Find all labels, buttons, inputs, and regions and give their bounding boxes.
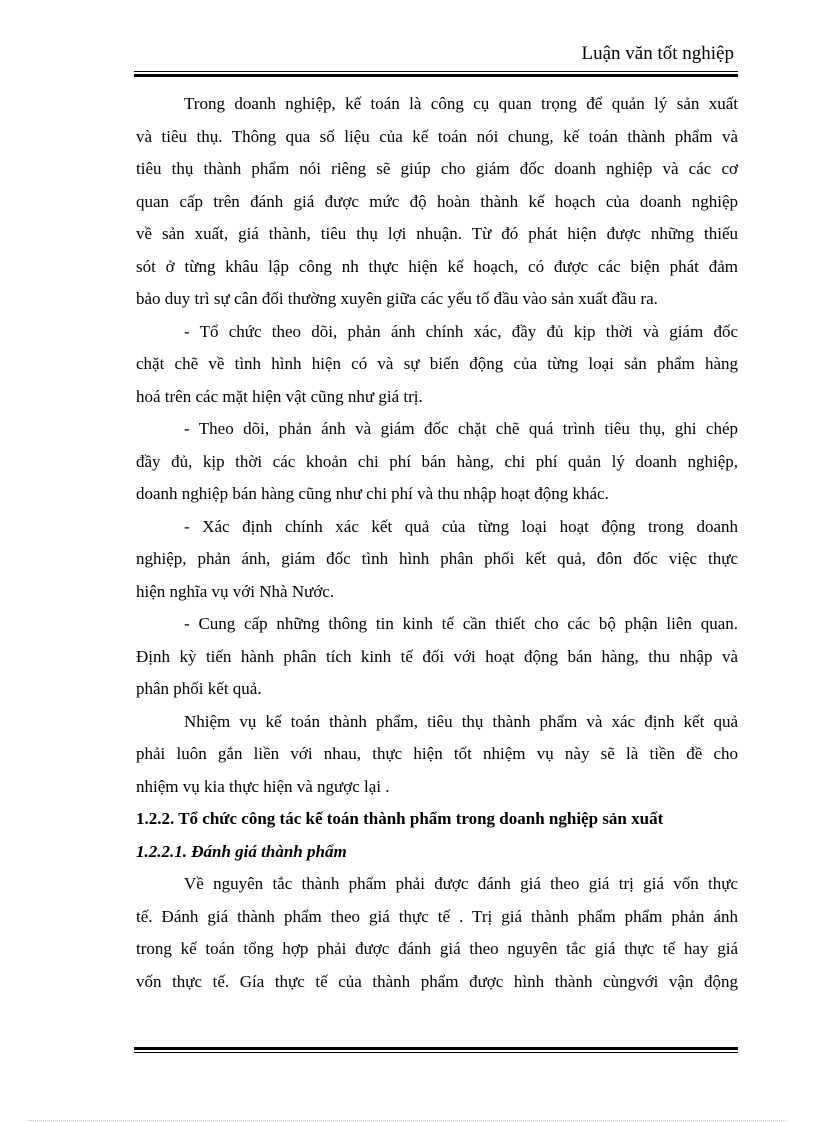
text-line: - Tổ chức theo dõi, phản ánh chính xác, đầy đủ kịp thời và giám đốc <box>184 321 738 341</box>
text-line: - Cung cấp những thông tin kinh tế cần thiết cho các bộ phận liên quan. <box>184 614 738 633</box>
text-line: vốn thực tế. Gía thực tế của thành phẩm được hình thành cùngvới vận động <box>136 971 738 991</box>
paragraph-valuation <box>136 868 738 998</box>
paragraph-tasks <box>136 706 738 804</box>
text-line: tiêu thụ thành phẩm nói riêng sẽ giúp cho giám đốc doanh nghiệp và các cơ <box>136 159 738 178</box>
text-line: và tiêu thụ. Thông qua số liệu của kế toán nói chung, kế toán thành phẩm và <box>136 126 738 146</box>
paragraph-intro <box>136 88 738 316</box>
page-edge-divider <box>28 1120 788 1121</box>
text-line: tế. Đánh giá thành phẩm theo giá thực tế . Trị giá thành phẩm phẩm phản ánh <box>136 906 738 926</box>
text-line: - Xác định chính xác kết quả của từng loại hoạt động trong doanh <box>184 516 738 536</box>
text-line: về sản xuất, giá thành, tiêu thụ lợi nhuận. Từ đó phát hiện được những thiếu <box>136 224 738 243</box>
text-line: nhiệm vụ kia thực hiện và ngược lại . <box>136 776 390 796</box>
paragraph-bullet-organize <box>136 316 738 414</box>
text-line: trong kế toán tổng hợp phải được đánh giá theo nguyên tắc giá thực tế hay giá <box>136 939 738 958</box>
paragraph-bullet-provide <box>136 608 738 706</box>
text-line: Trong doanh nghiệp, kế toán là công cụ quan trọng để quản lý sản xuất <box>184 94 738 113</box>
text-line: Về nguyên tắc thành phẩm phải được đánh giá theo giá trị giá vốn thực <box>184 874 738 893</box>
text-line: Nhiệm vụ kế toán thành phẩm, tiêu thụ thành phẩm và xác định kết quả <box>184 711 738 731</box>
footer-rule-thick <box>134 1047 738 1050</box>
text-line: sót ở từng khâu lập công nh thực hiện kế hoạch, có được các biện phát đảm <box>136 256 738 276</box>
subsection-heading: 1.2.2.1. Đánh giá thành phẩm <box>136 841 347 861</box>
text-line: quan cấp trên đánh giá được mức độ hoàn thành kế hoạch của doanh nghiệp <box>136 191 738 211</box>
header-title: Luận văn tốt nghiệp <box>581 43 734 64</box>
text-line: nghiệp, phản ánh, giám đốc tình hình phân phối kết quả, đôn đốc việc thực <box>136 549 738 568</box>
document-body <box>136 88 738 998</box>
footer-rule-thin <box>134 1052 738 1053</box>
header-rule-thick <box>134 74 738 77</box>
text-line: bảo duy trì sự cân đối thường xuyên giữa các yếu tố đầu vào sản xuất đầu ra. <box>136 289 658 308</box>
text-line: doanh nghiệp bán hàng cũng như chi phí và thu nhập hoạt động khác. <box>136 484 609 503</box>
text-line: phân phối kết quả. <box>136 679 262 698</box>
paragraph-bullet-determine <box>136 511 738 609</box>
header-rule-thin <box>134 71 738 72</box>
text-line: phải luôn gắn liền với nhau, thực hiện tốt nhiệm vụ này sẽ là tiền đề cho <box>136 744 738 763</box>
text-line: đầy đủ, kịp thời các khoản chi phí bán hàng, chi phí quản lý doanh nghiệp, <box>136 451 738 471</box>
text-line: hiện nghĩa vụ với Nhà Nước. <box>136 581 335 601</box>
paragraph-bullet-monitor <box>136 413 738 511</box>
text-line: chặt chẽ về tình hình hiện có và sự biến động của từng loại sản phẩm hàng <box>136 354 738 373</box>
text-line: Định kỳ tiến hành phân tích kinh tế đối với hoạt động bán hàng, thu nhập và <box>136 646 738 666</box>
text-line: - Theo dõi, phản ánh và giám đốc chặt chẽ quá trình tiêu thụ, ghi chép <box>184 419 738 438</box>
text-line: hoá trên các mặt hiện vật cũng như giá trị. <box>136 386 423 406</box>
section-heading: 1.2.2. Tổ chức công tác kế toán thành phẩm trong doanh nghiệp sản xuất <box>136 809 664 828</box>
